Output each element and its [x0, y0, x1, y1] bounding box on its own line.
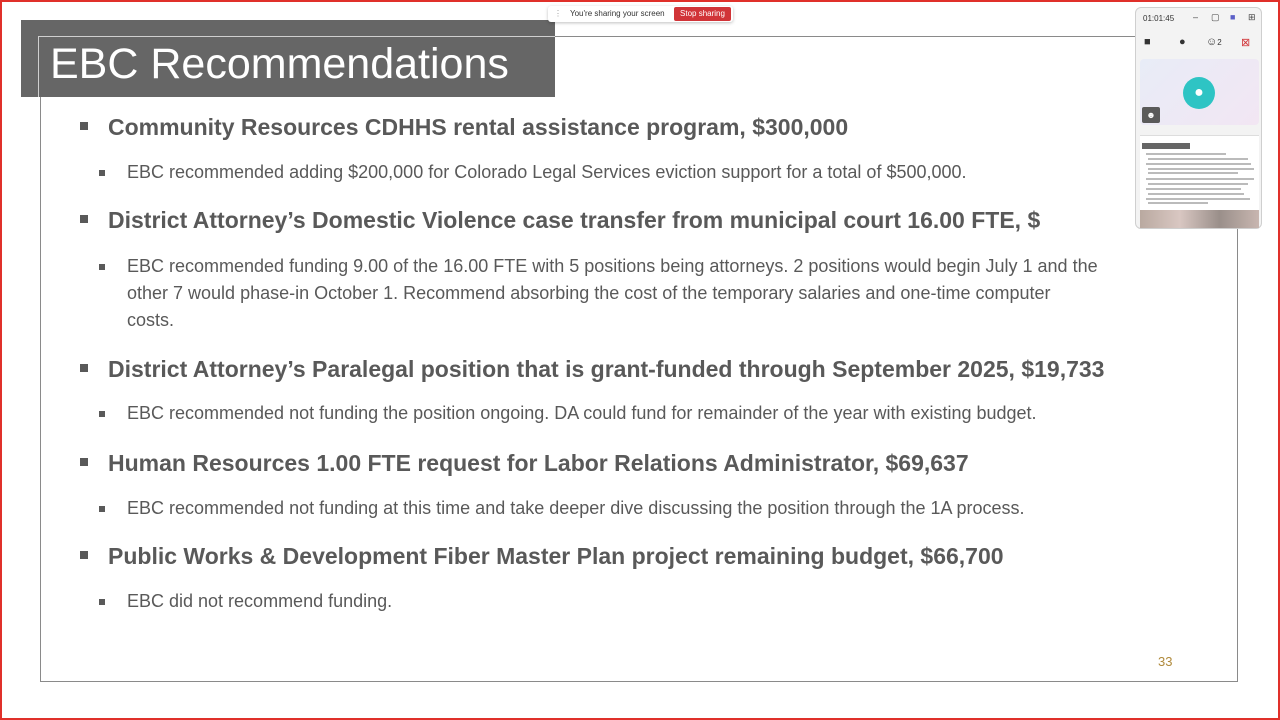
slide-title: EBC Recommendations	[50, 40, 509, 88]
page-number: 33	[1158, 654, 1173, 669]
sub-bullet-square	[99, 264, 105, 270]
item-detail: EBC recommended funding 9.00 of the 16.00 FTE with 5 positions being attorneys. 2 positions would begin July 1 and the	[127, 256, 1098, 276]
avatar-icon: ●	[1183, 77, 1215, 109]
sub-bullet-square	[99, 170, 105, 176]
preview-line	[1148, 158, 1248, 160]
shared-screen-preview	[1140, 135, 1259, 228]
bullet-square	[80, 364, 88, 372]
bullet-square	[80, 122, 88, 130]
bullet-square	[80, 551, 88, 559]
sub-bullet-square	[99, 599, 105, 605]
preview-line	[1148, 168, 1254, 170]
item-detail: EBC recommended not funding the position ongoing. DA could fund for remainder of the year with existing budget.	[127, 403, 1037, 423]
self-view-icon[interactable]: ☻	[1142, 107, 1160, 123]
bullet-square	[80, 215, 88, 223]
preview-line	[1148, 202, 1208, 204]
drag-handle-icon[interactable]: ⋮	[554, 9, 562, 18]
minimize-icon[interactable]: –	[1193, 12, 1199, 22]
sub-bullet-square	[99, 506, 105, 512]
people-icon[interactable]	[1206, 36, 1222, 48]
preview-line	[1146, 178, 1254, 180]
item-heading: Public Works & Development Fiber Master Plan project remaining budget, $66,700	[108, 543, 1004, 569]
item-heading: Human Resources 1.00 FTE request for Labor Relations Administrator, $69,637	[108, 450, 969, 476]
preview-line	[1146, 163, 1251, 165]
window-icon[interactable]: ■	[1230, 12, 1236, 22]
item-detail: other 7 would phase-in October 1. Recommend absorbing the cost of the temporary salaries and one-time computer	[127, 283, 1051, 303]
microphone-icon[interactable]: ●	[1179, 36, 1186, 48]
preview-line	[1146, 188, 1241, 190]
participant-count: 2	[1217, 38, 1222, 47]
preview-line	[1146, 153, 1226, 155]
item-detail: EBC recommended not funding at this time and take deeper dive discussing the position through the 1A process.	[127, 498, 1025, 518]
preview-filmstrip	[1140, 210, 1259, 228]
item-heading: District Attorney’s Domestic Violence case transfer from municipal court 16.00 FTE, $	[108, 207, 1041, 233]
item-detail: costs.	[127, 310, 175, 330]
leave-icon[interactable]: ⊠	[1241, 37, 1251, 49]
sub-bullet-square	[99, 411, 105, 417]
preview-line	[1146, 198, 1250, 200]
people-glyph: ☺	[1206, 36, 1218, 48]
preview-line	[1148, 172, 1238, 174]
meeting-timer: 01:01:45	[1143, 14, 1175, 23]
grid-icon[interactable]: ⊞	[1248, 12, 1256, 22]
restore-icon[interactable]: ▢	[1211, 12, 1220, 22]
item-heading: District Attorney’s Paralegal position that is grant-funded through September 2025, $19,733	[108, 356, 1105, 382]
item-detail: EBC did not recommend funding.	[127, 591, 393, 611]
bullet-square	[80, 458, 88, 466]
stop-sharing-button[interactable]: Stop sharing	[674, 7, 731, 21]
preview-title-bar	[1142, 143, 1190, 149]
item-heading: Community Resources CDHHS rental assistance program, $300,000	[108, 114, 849, 140]
preview-line	[1148, 183, 1248, 185]
item-detail: EBC recommended adding $200,000 for Colorado Legal Services eviction support for a total of $500,000.	[127, 162, 967, 182]
preview-line	[1148, 193, 1244, 195]
sharing-status-text: You're sharing your screen	[570, 9, 665, 18]
camera-icon[interactable]: ■	[1144, 36, 1151, 48]
